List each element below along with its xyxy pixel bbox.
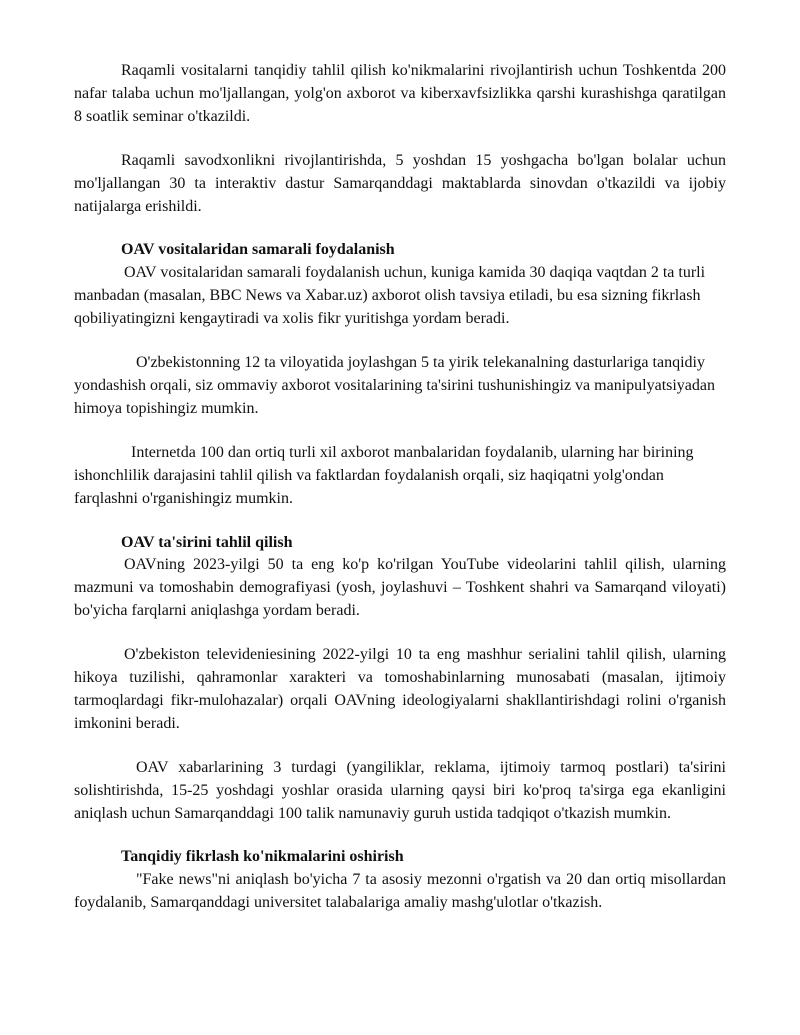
document-page: [74, 60, 726, 915]
section-heading: OAV ta'sirini tahlil qilish: [121, 533, 293, 551]
paragraph: "Fake news"ni aniqlash bo'yicha 7 ta asosiy mezonni o'rgatish va 20 dan ortiq misollardan foydalanib, Samarqanddagi universitet talabalariga amaliy mashg'ulotlar o'tkazish.: [74, 871, 726, 912]
paragraph: Internetda 100 dan ortiq turli xil axborot manbalaridan foydalanib, ularning har birining ishonchlilik darajasini tahlil qilish va faktlardan foydalanish orqali, siz haqiqatni yolg'ondan farqlashni o'rganishingiz mumkin.: [74, 443, 694, 507]
section-heading: Tanqidiy fikrlash ko'nikmalarini oshirish: [121, 848, 404, 866]
section-heading: OAV vositalaridan samarali foydalanish: [121, 241, 395, 259]
paragraph: O'zbekistonning 12 ta viloyatida joylashgan 5 ta yirik telekanalning dasturlariga tanqidiy yondashish orqali, siz ommaviy axborot vositalarining ta'sirini tushunishingiz va manipulyatsiyadan himoya topishingiz mumkin.: [74, 354, 716, 417]
paragraph: OAV vositalaridan samarali foydalanish uchun, kuniga kamida 30 daqiqa vaqtdan 2 ta turli manbadan (masalan, BBC News va Xabar.uz) axborot olish tavsiya etiladi, bu esa sizning fikrlash qobiliyatingizni kengaytiradi va xolis fikr yuritishga yordam beradi.: [74, 264, 706, 328]
paragraph: OAV xabarlarining 3 turdagi (yangiliklar, reklama, ijtimoiy tarmoq postlari) ta'sirini solishtirishda, 15-25 yoshdagi yoshlar orasida ularning qaysi biri ko'proq ta'sirga ega ekanligini aniqlash uchun Samarqanddagi 100 talik namunaviy guruh ustida tadqiqot o'tkazish mumkin.: [74, 758, 726, 822]
paragraph: OAVning 2023-yilgi 50 ta eng ko'p ko'rilgan YouTube videolarini tahlil qilish, ularning mazmuni va tomoshabin demografiyasi (yosh, joylashuvi – Toshkent shahri va Samarqand viloyati) bo'yicha farqlarni aniqlashga yordam beradi.: [74, 556, 726, 620]
paragraph: Raqamli vositalarni tanqidiy tahlil qilish ko'nikmalarini rivojlantirish uchun Toshkentda 200 nafar talaba uchun mo'ljallangan, yolg'on axborot va kiberxavfsizlikka qarshi kurashishga qaratilgan 8 soatlik seminar o'tkazildi.: [74, 62, 726, 125]
paragraph: Raqamli savodxonlikni rivojlantirishda, 5 yoshdan 15 yoshgacha bo'lgan bolalar uchun mo'ljallangan 30 ta interaktiv dastur Samarqanddagi maktablarda sinovdan o'tkazildi va ijobiy natijalarga erishildi.: [74, 151, 726, 215]
paragraph: O'zbekiston televideniesining 2022-yilgi 10 ta eng mashhur serialini tahlil qilish, ularning hikoya tuzilishi, qahramonlar xarakteri va tomoshabinlarning munosabati (masalan, ijtimoiy tarmoqlardagi fikr-mulohazalar) orqali OAVning ideologiyalarni shakllantirishdagi rolini o'rganish imkonini beradi.: [74, 646, 726, 732]
